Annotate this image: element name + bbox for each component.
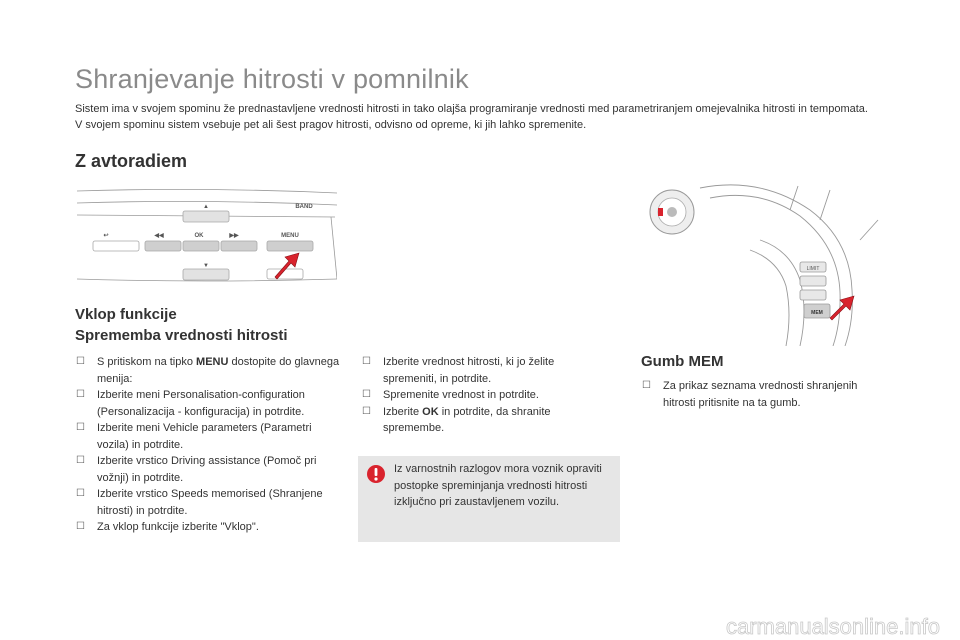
ok-button-shape — [183, 241, 219, 251]
warning-exclamation-icon — [366, 464, 386, 484]
list-item: ☐ Spremenite vrednost in potrdite. — [361, 387, 601, 404]
heading-gumb-mem: Gumb MEM — [641, 353, 724, 370]
svg-text:↩: ↩ — [103, 233, 109, 239]
warning-text: Iz varnostnih razlogov mora voznik opraviti postopke spreminjanja vrednosti hitrosti izključno pri zaustavljenem vozilu. — [394, 463, 602, 508]
svg-text:◀◀: ◀◀ — [154, 233, 164, 239]
list-item: ☐ Za prikaz seznama vrednosti shranjenih hitrosti pritisnite na ta gumb. — [642, 380, 858, 409]
menu-label: MENU — [281, 233, 299, 239]
list-item: ☐ Izberite vrstico Driving assistance (Pomoč pri vožnji) in potrdite. — [76, 455, 317, 484]
extra-button-shape — [267, 269, 303, 279]
heading-sprememba: Sprememba vrednosti hitrosti — [75, 327, 288, 344]
left-instruction-list — [75, 354, 340, 536]
watermark — [640, 612, 940, 640]
ok-label: OK — [194, 233, 204, 239]
list-item: ☐ Izberite meni Personalisation-configuration (Personalizacija - konfiguracija) in potrdite. — [76, 389, 305, 418]
svg-text:▼: ▼ — [203, 263, 209, 269]
steering-wheel-thumbnail — [650, 190, 694, 234]
checkbox-bullet-icon: ☐ — [642, 380, 651, 391]
checkbox-bullet-icon: ☐ — [76, 488, 85, 499]
list-item: ☐ Izberite meni Vehicle parameters (Parametri vozila) in potrdite. — [76, 422, 312, 451]
checkbox-bullet-icon: ☐ — [76, 389, 85, 400]
red-arrow-icon — [830, 296, 854, 320]
back-button-shape — [93, 241, 139, 251]
intro-paragraph-2: V svojem spominu sistem vsebuje pet ali šest pragov hitrosti, odvisno od opreme, ki jih lahko spremenite. — [75, 119, 587, 131]
checkbox-bullet-icon: ☐ — [76, 422, 85, 433]
svg-text:▲: ▲ — [203, 204, 209, 210]
rewind-button-shape — [145, 241, 181, 251]
list-item: ☐ Izberite OK in potrdite, da shranite spremembe. — [362, 405, 551, 434]
steering-wheel-illustration — [640, 180, 880, 346]
list-item: ☐ Za vklop funkcije izberite "Vklop". — [75, 519, 340, 536]
checkbox-bullet-icon: ☐ — [362, 356, 371, 367]
checkbox-bullet-icon: ☐ — [76, 356, 85, 367]
radio-panel-illustration — [75, 183, 337, 295]
mem-label: MEM — [811, 310, 823, 316]
list-item: ☐ Izberite vrstico Speeds memorised (Shranjene hitrosti) in potrdite. — [76, 488, 323, 517]
checkbox-bullet-icon: ☐ — [362, 389, 371, 400]
heading-vklop: Vklop funkcije — [75, 306, 177, 323]
section-title: Z avtoradiem — [75, 151, 188, 171]
forward-button-shape — [221, 241, 257, 251]
limit-label: LIMIT — [806, 266, 820, 272]
list-item: ☐ Izberite vrednost hitrosti, ki jo želite spremeniti, in potrdite. — [362, 356, 555, 385]
intro-text — [75, 101, 915, 133]
list-item: ☐ S pritiskom na tipko MENU dostopite do glavnega menija: — [76, 356, 340, 385]
checkbox-bullet-icon: ☐ — [76, 521, 85, 532]
down-button-shape — [183, 269, 229, 280]
intro-paragraph-1: Sistem ima v svojem spominu že prednastavljene vrednosti hitrosti in tako olajša programiranje vrednosti med parametriranjem omejevalnika hitrosti in tempomata. — [75, 103, 868, 115]
up-button-shape — [183, 211, 229, 222]
right-instruction-list — [641, 378, 891, 411]
warning-box — [358, 456, 620, 542]
watermark-text: carmanualsonline.info — [725, 614, 940, 639]
menu-button-shape — [267, 241, 313, 251]
checkbox-bullet-icon: ☐ — [76, 455, 85, 466]
middle-instruction-list — [361, 354, 601, 437]
band-label: BAND — [295, 204, 313, 210]
checkbox-bullet-icon: ☐ — [362, 405, 371, 417]
page-title: Shranjevanje hitrosti v pomnilnik — [75, 64, 469, 94]
svg-text:▶▶: ▶▶ — [229, 233, 239, 239]
